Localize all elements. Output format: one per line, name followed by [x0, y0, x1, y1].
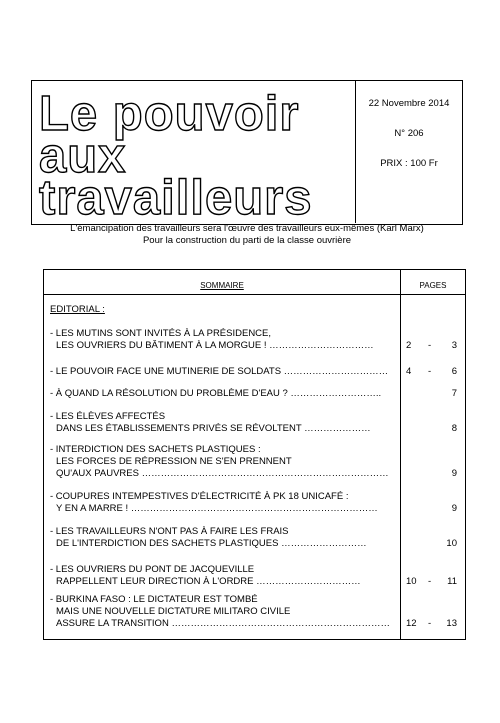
toc-entry — [50, 366, 394, 378]
page-end: 10 — [446, 538, 457, 549]
toc-entry-line: - COUPURES INTEMPESTIVES D'ÉLECTRICITÉ À PK 18 UNICAFÉ : — [50, 491, 349, 502]
toc-entry-line: Y EN A MARRE ! …………………………………………………………………… — [56, 503, 378, 514]
sommaire-table — [43, 269, 466, 640]
page-start: 4 — [406, 366, 412, 377]
page-end: 9 — [451, 503, 457, 514]
toc-entry-line: DANS LES ÉTABLISSEMENTS PRIVÉS SE RÉVOLTENT ………………… — [56, 423, 371, 434]
editorial-label: EDITORIAL : — [50, 304, 105, 315]
page-end: 9 — [451, 468, 457, 479]
sommaire-header: SOMMAIRE — [200, 281, 244, 290]
page-dash: - — [428, 618, 432, 629]
toc-entry — [50, 328, 394, 352]
toc-entry — [50, 388, 394, 400]
toc-entry-line: LES OUVRIERS DU BÂTIMENT À LA MORGUE ! …………………………… — [56, 340, 374, 351]
toc-entry — [50, 594, 394, 630]
issue-number: N° 206 — [394, 128, 424, 139]
title-line-1: Le pouvoir — [39, 87, 300, 141]
toc-entry-line: LES FORCES DE RÉPRESSION NE S'EN PRENNENT — [56, 456, 292, 467]
toc-entry-line: - BURKINA FASO : LE DICTATEUR EST TOMBÉ — [50, 594, 258, 605]
toc-entry-line: ASSURE LA TRANSITION …………………………………………………………… — [56, 618, 390, 629]
page-dash: - — [428, 340, 432, 351]
toc-entry-line: - LES ÉLÈVES AFFECTÉS — [50, 411, 166, 422]
page-end: 13 — [446, 618, 457, 629]
column-divider — [400, 270, 401, 639]
toc-entry — [50, 564, 394, 588]
pages-header: PAGES — [419, 281, 447, 290]
page-end: 3 — [451, 340, 457, 351]
toc-entry-line: QU'AUX PAUVRES …………………………………………………………………… — [56, 468, 389, 479]
page-start: 2 — [406, 340, 412, 351]
toc-entry — [50, 444, 394, 480]
page-start: 10 — [406, 576, 417, 587]
toc-entry-line: - LES TRAVAILLEURS N'ONT PAS À FAIRE LES FRAIS — [50, 526, 289, 537]
page-end: 6 — [451, 366, 457, 377]
toc-entry — [50, 491, 394, 515]
subtitle-tagline: Pour la construction du parti de la classe ouvrière — [142, 235, 352, 246]
toc-entry-line: RAPPELLENT LEUR DIRECTION À L'ORDRE …………………………… — [56, 576, 361, 587]
page-end: 8 — [451, 423, 457, 434]
toc-entry-line: - LE POUVOIR FACE UNE MUTINERIE DE SOLDATS …………………………… — [50, 366, 389, 377]
toc-entry-line: - À QUAND LA RÉSOLUTION DU PROBLÈME D'EAU ? ……………………….. — [50, 388, 382, 399]
toc-entry-line: - INTERDICTION DES SACHETS PLASTIQUES : — [50, 444, 261, 455]
toc-entry-line: MAIS UNE NOUVELLE DICTATURE MILITARO CIVILE — [56, 606, 291, 617]
page-dash: - — [428, 366, 432, 377]
issue-date: 22 Novembre 2014 — [368, 98, 450, 109]
title-line-2: aux — [39, 129, 127, 183]
page-start: 12 — [406, 618, 417, 629]
page-end: 7 — [451, 388, 457, 399]
title-line-3: travailleurs — [39, 171, 313, 225]
page-end: 11 — [447, 576, 457, 587]
toc-entry — [50, 526, 394, 550]
toc-entry-line: - LES OUVRIERS DU PONT DE JACQUEVILLE — [50, 564, 255, 575]
issue-price: PRIX : 100 Fr — [380, 158, 438, 169]
toc-entry — [50, 411, 394, 435]
toc-entry-line: - LES MUTINS SONT INVITÉS À LA PRÉSIDENCE, — [50, 328, 272, 339]
header-divider — [44, 294, 465, 295]
subtitle-quote: L'émancipation des travailleurs sera l'œuvre des travailleurs eux-mêmes (Karl Marx) — [70, 223, 424, 234]
toc-entry-line: DE L'INTERDICTION DES SACHETS PLASTIQUES ……………………… — [56, 538, 367, 549]
page-dash: - — [428, 576, 432, 587]
masthead — [31, 80, 463, 256]
